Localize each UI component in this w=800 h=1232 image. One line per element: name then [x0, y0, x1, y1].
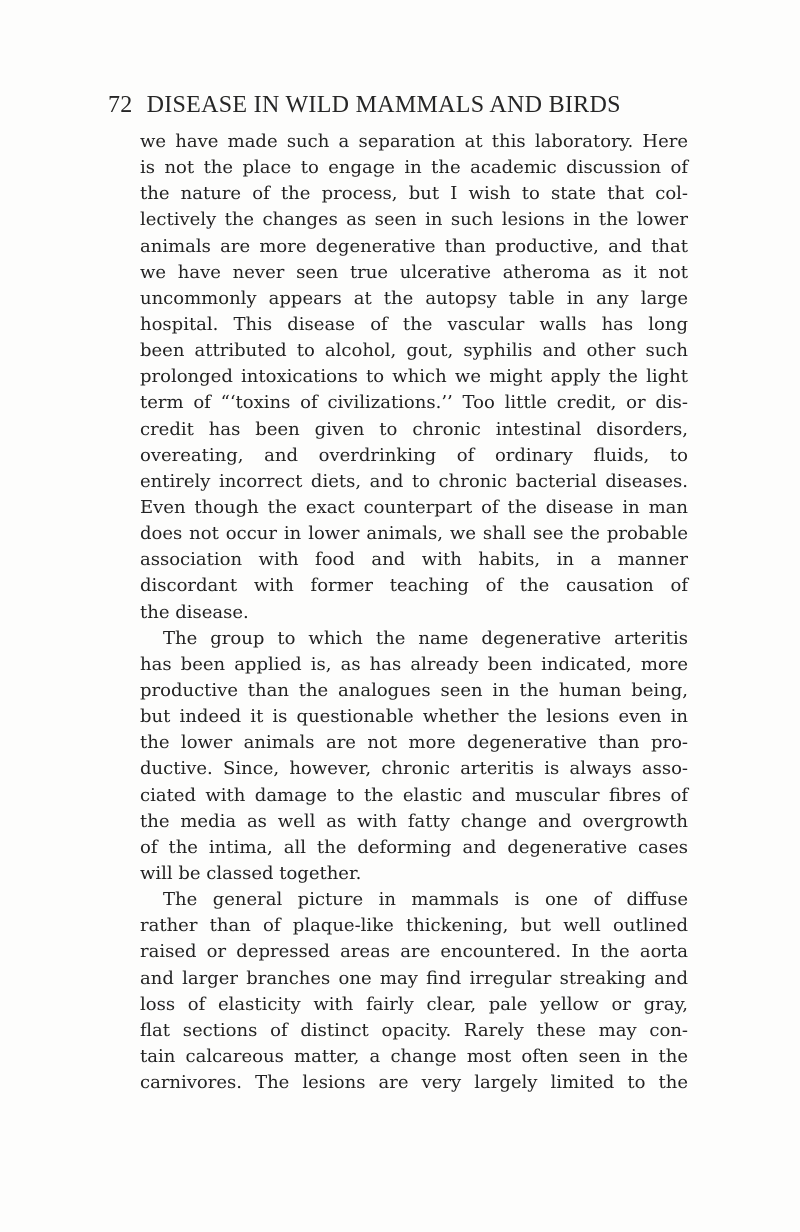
running-title: DISEASE IN WILD MAMMALS AND BIRDS — [146, 92, 621, 118]
text-line: entirely incorrect diets, and to chronic bacterial diseases. — [140, 470, 688, 492]
text-line: lectively the changes as seen in such lesions in the lower — [140, 209, 688, 231]
text-line: hospital. This disease of the vascular walls has long — [140, 313, 688, 335]
text-line: credit has been given to chronic intestinal disorders, — [140, 418, 688, 440]
text-line: discordant with former teaching of the causation of — [140, 575, 688, 597]
text-line: does not occur in lower animals, we shall see the probable — [140, 523, 688, 545]
text-line: will be classed together. — [140, 862, 362, 884]
text-line: flat sections of distinct opacity. Rarely these may con- — [140, 1019, 688, 1041]
page-number: 72 — [108, 92, 133, 118]
text-line: term of “‘toxins of civilizations.’’ Too little credit, or dis- — [140, 392, 688, 414]
text-line: ductive. Since, however, chronic arteritis is always asso- — [140, 758, 688, 780]
text-line: association with food and with habits, in a manner — [140, 549, 688, 571]
page-header — [108, 92, 688, 126]
text-line: we have made such a separation at this laboratory. Here — [140, 131, 688, 152]
text-line: the disease. — [140, 601, 249, 623]
text-line: loss of elasticity with fairly clear, pale yellow or gray, — [140, 993, 688, 1015]
text-line: of the intima, all the deforming and degenerative cases — [140, 836, 688, 858]
text-line: the lower animals are not more degenerative than pro- — [140, 732, 688, 754]
text-line: overeating, and overdrinking of ordinary fluids, to — [140, 444, 688, 466]
text-line: Even though the exact counterpart of the disease in man — [140, 496, 688, 518]
text-line: The group to which the name degenerative arteritis — [163, 627, 688, 649]
text-line: been attributed to alcohol, gout, syphilis and other such — [140, 340, 688, 362]
text-line: has been applied is, as has already been indicated, more — [140, 653, 688, 675]
text-line: and larger branches one may find irregular streaking and — [140, 967, 688, 989]
paragraph — [140, 887, 688, 1096]
text-line: carnivores. The lesions are very largely limited to the — [140, 1072, 688, 1094]
text-line: The general picture in mammals is one of diffuse — [163, 889, 688, 911]
text-line: uncommonly appears at the autopsy table in any large — [140, 287, 688, 309]
text-line: rather than of plaque-like thickening, but well outlined — [140, 915, 688, 937]
text-line: prolonged intoxications to which we might apply the light — [140, 366, 688, 388]
text-line: tain calcareous matter, a change most often seen in the — [140, 1045, 688, 1067]
text-line: is not the place to engage in the academic discussion of — [140, 157, 688, 179]
text-line: the nature of the process, but I wish to state that col- — [140, 183, 688, 205]
text-line: productive than the analogues seen in the human being, — [140, 679, 688, 701]
text-line: but indeed it is questionable whether the lesions even in — [140, 706, 688, 728]
body-text — [140, 129, 688, 1096]
text-line: raised or depressed areas are encountered. In the aorta — [140, 941, 688, 963]
paragraph — [140, 129, 688, 626]
text-line: ciated with damage to the elastic and muscular fibres of — [140, 784, 688, 806]
paragraph — [140, 626, 688, 887]
text-line: animals are more degenerative than productive, and that — [140, 235, 688, 257]
text-line: the media as well as with fatty change and overgrowth — [140, 810, 688, 832]
text-line: we have never seen true ulcerative atheroma as it not — [140, 261, 688, 283]
